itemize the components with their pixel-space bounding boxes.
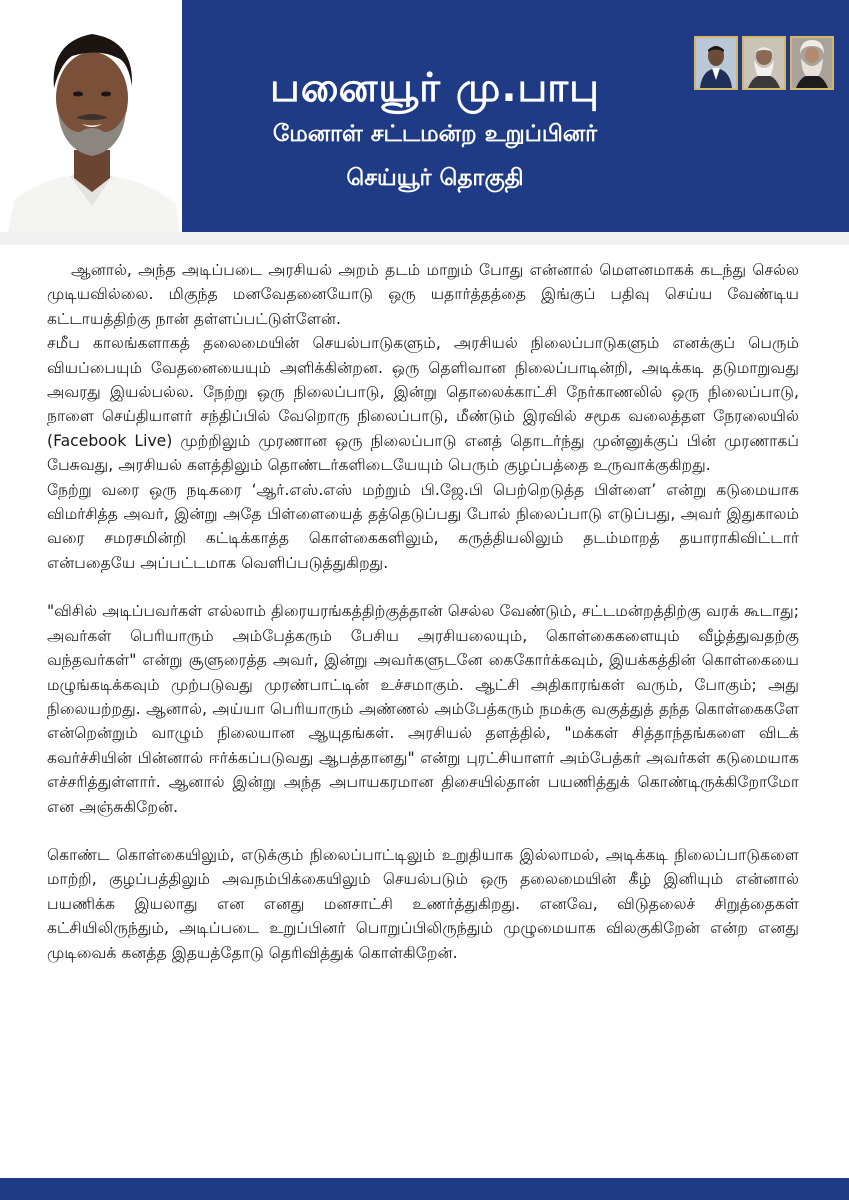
designation-text: மேனாள் சட்டமன்ற உறுப்பினர் [272,121,598,147]
header-banner [182,0,849,232]
constituency-text: செய்யூர் தொகுதி [346,165,524,191]
page-title: பனையூர் மு.பாபு [270,65,600,111]
body-paragraph: "விசில் அடிப்பவர்கள் எல்லாம் திரையரங்கத்திற்குத்தான் செல்ல வேண்டும், சட்டமன்றத்திற்கு வரக் கூடாது; அவர்கள் பெரியாரும் அம்பேத்கரும் பேசிய அரசியலையும், கொள்கைகளையும் வீழ்த்துவதற்கு வந்தவர்கள்" என்று சூளுரைத்த அவர், இன்று அவர்களுடனே கைகோர்க்கவும், இயக்கத்தின் கொள்கையை மழுங்கடிக்கவும் முற்படுவது முரண்பாட்டின் உச்சமாகும். ஆட்சி அதிகாரங்கள் வரும், போகும்; அது நிலையற்றது. ஆனால், அய்யா பெரியாரும் அண்ணல் அம்பேத்கரும் நமக்கு வகுத்துத் தந்த கொள்கைகளே என்றென்றும் வாழும் நிலையான ஆயுதங்கள். அரசியல் தளத்தில், "மக்கள் சித்தாந்தங்களை விடக் கவர்ச்சியின் பின்னால் ஈர்க்கப்படுவது ஆபத்தானது" என்று புரட்சியாளர் அம்பேத்கர் அவர்கள் கடுமையாக எச்சரித்துள்ளார். ஆனால் இன்று அந்த அபாயகரமான திசையில்தான் பயணித்துக் கொண்டிருக்கிறோமோ என அஞ்சுகிறேன். [47,602,799,816]
header-divider [0,232,849,245]
body-paragraph: சமீப காலங்களாகத் தலைமையின் செயல்பாடுகளும், அரசியல் நிலைப்பாடுகளும் எனக்குப் பெரும் வியப்பையும் வேதனையையும் அளிக்கின்றன. ஒரு தெளிவான நிலைப்பாடின்றி, அடிக்கடி தடுமாறுவது அவரது இயல்பல்ல. நேற்று ஒரு நிலைப்பாடு, இன்று தொலைக்காட்சி நேர்காணலில் ஒரு நிலைப்பாடு, நாளை செய்தியாளர் சந்திப்பில் வேறொரு நிலைப்பாடு, மீண்டும் இரவில் சமூக வலைத்தள நேரலையில் (Facebook Live) முற்றிலும் முரணான ஒரு நிலைப்பாடு எனத் தொடர்ந்து முன்னுக்குப் பின் முரணாகப் பேசுவது, அரசியல் களத்திலும் தொண்டர்களிடையேயும் பெரும் குழப்பத்தை உருவாக்குகிறது. [47,334,799,475]
footer-bar [0,1178,849,1200]
body-paragraph: கொண்ட கொள்கையிலும், எடுக்கும் நிலைப்பாட்டிலும் உறுதியாக இல்லாமல், அடிக்கடி நிலைப்பாடுகளை மாற்றி, குழப்பத்திலும் அவநம்பிக்கையிலும் செயல்படும் ஒரு தலைமையின் கீழ் இனியும் என்னால் பயணிக்க இயலாது என எனது மனசாட்சி உணர்த்துகிறது. எனவே, விடுதலைச் சிறுத்தைகள் கட்சியிலிருந்தும், அடிப்படை உறுப்பினர் பொறுப்பிலிருந்தும் முழுமையாக விலகுகிறேன் என்ற எனது முடிவைக் கனத்த இதயத்தோடு தெரிவித்துக் கொள்கிறேன். [47,845,799,962]
leader-portrait-icon [790,36,834,90]
portrait-photo [0,0,182,232]
portrait-illustration [0,0,182,232]
body-paragraph: ஆனால், அந்த அடிப்படை அரசியல் அறம் தடம் மாறும் போது என்னால் மௌனமாகக் கடந்து செல்ல முடியவில்லை. மிகுந்த மனவேதனையோடு ஒரு யதார்த்தத்தை இங்குப் பதிவு செய்ய வேண்டிய கட்டாயத்திற்கு நான் தள்ளப்பட்டுள்ளேன். [47,261,799,328]
letter-body [47,258,799,965]
body-paragraph: நேற்று வரை ஒரு நடிகரை ‘ஆர்.எஸ்.எஸ் மற்றும் பி.ஜே.பி பெற்றெடுத்த பிள்ளை’ என்று கடுமையாக விமர்சித்த அவர், இன்று அதே பிள்ளையைத் தத்தெடுப்பது போல் நிலைப்பாடு எடுப்பது, அவர் இதுகாலம் வரை சமரசமின்றி கட்டிக்காத்த கொள்கைகளிலும், கருத்தியலிலும் தடம்மாறத் தயாராகிவிட்டார் என்பதையே அப்பட்டமாக வெளிப்படுத்துகிறது. [47,480,799,572]
letterhead [0,0,849,245]
leader-portrait-icon [694,36,738,90]
leader-portrait-icon [742,36,786,90]
leader-portraits [694,36,834,90]
